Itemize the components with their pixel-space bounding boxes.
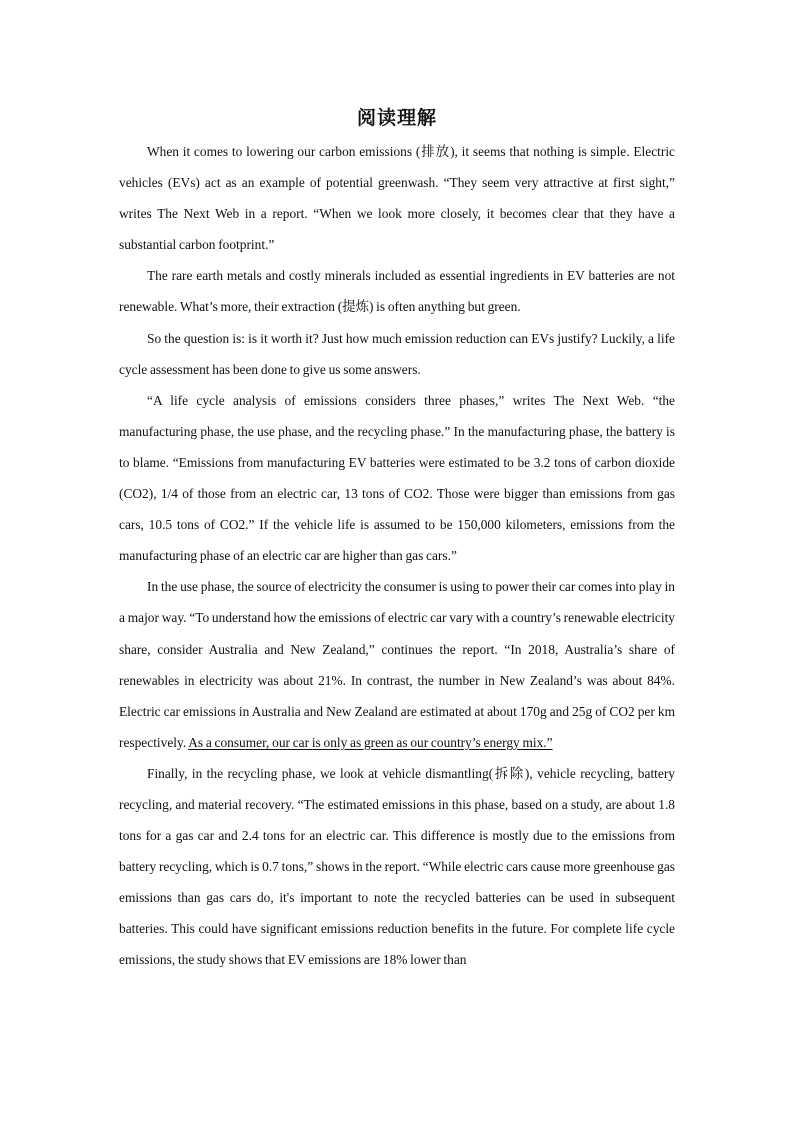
document-title: 阅读理解	[356, 107, 437, 129]
paragraph-6: Finally, in the recycling phase, we look at vehicle dismantling(拆除), vehicle recycling, battery recycling, and material recovery. “The estimated emissions in this phase, based on a study, are about 1.8 tons for a gas car and 2.4 tons for an electric car. This difference is mostly due to the emissions from battery recycling, which is 0.7 tons,” shows in the report. “While electric cars cause more greenhouse gas emissions than gas cars do, it's important to note the recycled batteries can be used in subsequent batteries. This could have significant emissions reduction benefits in the future. For complete life cycle emissions, the study shows that EV emissions are 18% lower than	[119, 765, 675, 968]
underlined-sentence: As a consumer, our car is only as green as our country’s energy mix.”	[188, 734, 553, 750]
document-page	[119, 100, 675, 976]
paragraph-1: When it comes to lowering our carbon emissions (排放), it seems that nothing is simple. Electric vehicles (EVs) act as an example of potential greenwash. “They seem very attractive at first sight,” writes The Next Web in a report. “When we look more closely, it becomes clear that they have a substantial carbon footprint.”	[119, 144, 675, 253]
paragraph-3: So the question is: is it worth it? Just how much emission reduction can EVs justify? Luckily, a life cycle assessment has been done to give us some answers.	[119, 330, 675, 377]
paragraph-2: The rare earth metals and costly minerals included as essential ingredients in EV batteries are not renewable. What’s more, their extraction (提炼) is often anything but green.	[119, 268, 675, 315]
paragraph-5	[119, 571, 675, 758]
paragraph-5-text: In the use phase, the source of electricity the consumer is using to power their car comes into play in a major way. “To understand how the emissions of electric car vary with a country’s renewable electricity share, consider Australia and New Zealand,” continues the report. “In 2018, Australia’s share of renewables in electricity was about 21%. In contrast, the number in New Zealand’s was about 84%. Electric car emissions in Australia and New Zealand are estimated at about 170g and 25g of CO2 per km respectively.	[119, 579, 675, 750]
paragraph-4: “A life cycle analysis of emissions considers three phases,” writes The Next Web. “the manufacturing phase, the use phase, and the recycling phase.” In the manufacturing phase, the battery is to blame. “Emissions from manufacturing EV batteries were estimated to be 3.2 tons of carbon dioxide (CO2), 1/4 of those from an electric car, 13 tons of CO2. Those were bigger than emissions from gas cars, 10.5 tons of CO2.” If the vehicle life is assumed to be 150,000 kilometers, emissions from the manufacturing phase of an electric car are higher than gas cars.”	[119, 392, 675, 564]
